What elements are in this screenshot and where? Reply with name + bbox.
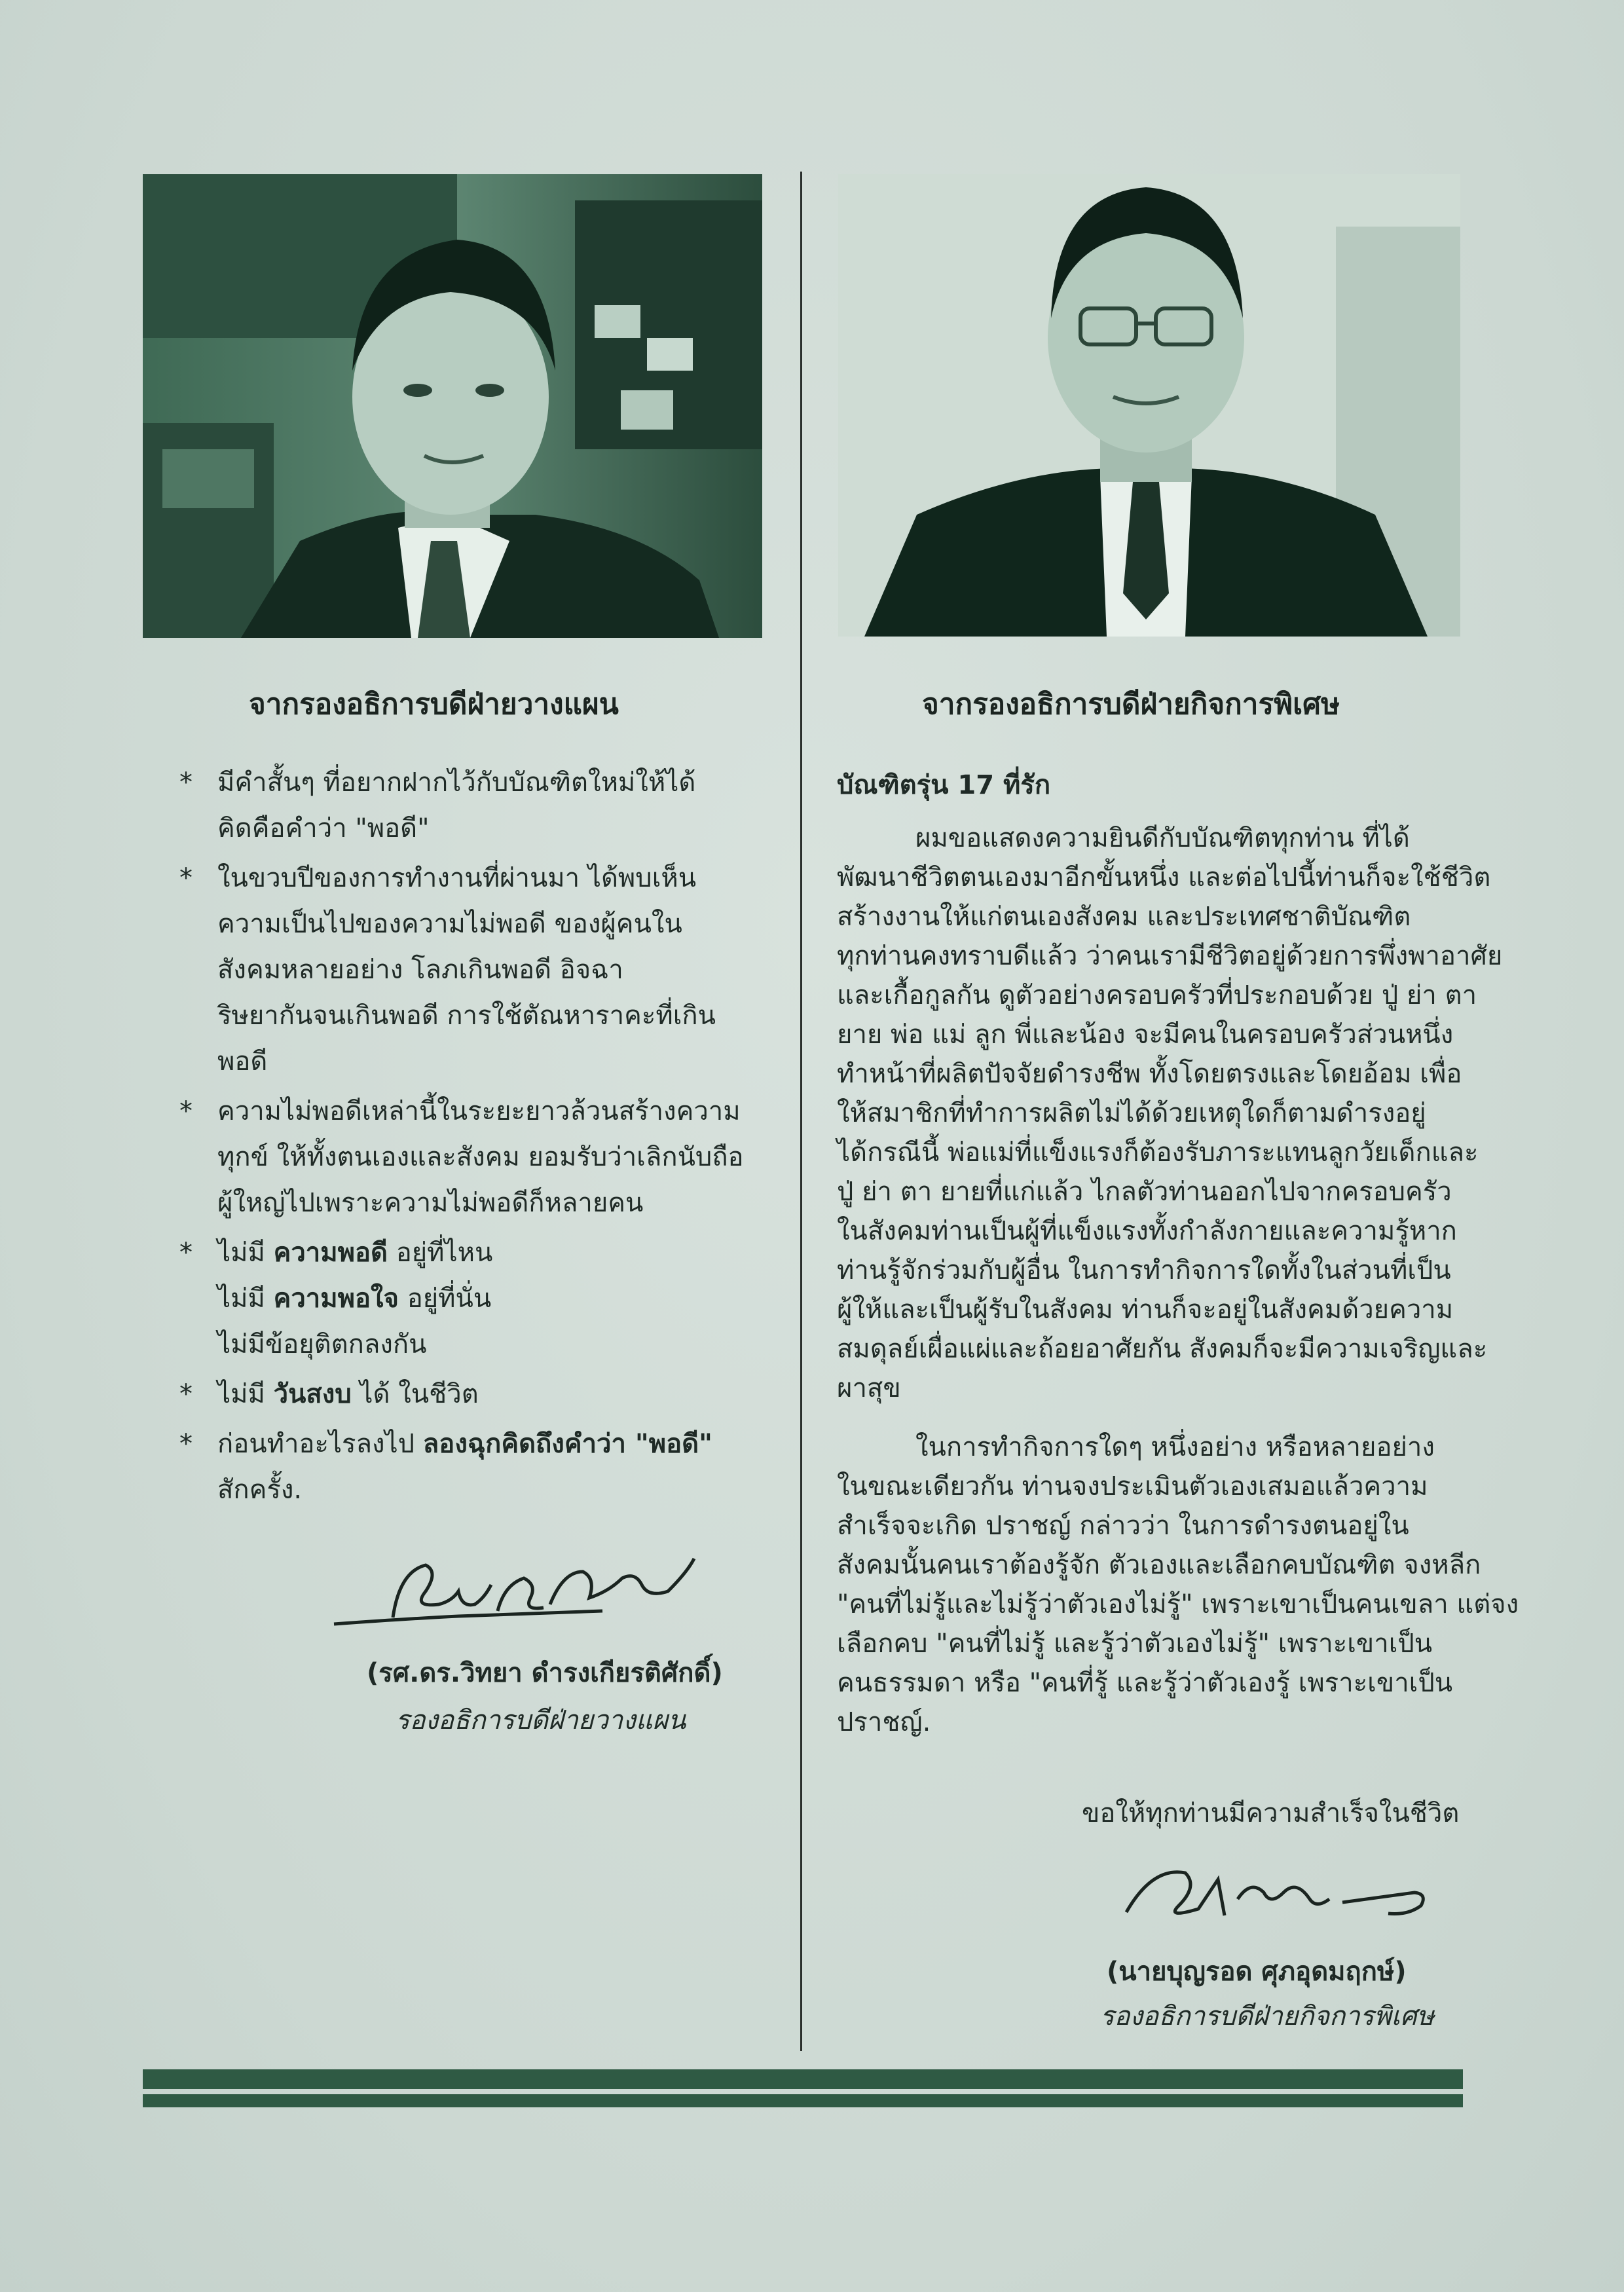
- body-line: ให้สมาชิกที่ทำการผลิตไม่ได้ด้วยเหตุใดก็ตามดำรงอยู่: [837, 1098, 1426, 1128]
- bullet-line: [217, 1371, 753, 1417]
- left-bullet-list: [177, 760, 753, 1517]
- bullet-line: [217, 1276, 753, 1322]
- bullet-item: [177, 1230, 753, 1367]
- body-line: ผู้ให้และเป็นผู้รับในสังคม ท่านก็จะอยู่ในสังคมด้วยความ: [837, 1295, 1454, 1325]
- body-line: ในขณะเดียวกัน ท่านจงประเมินตัวเองเสมอแล้วความ: [837, 1471, 1428, 1502]
- bullet-emphasis: ความพอใจ: [273, 1284, 399, 1314]
- salutation: บัณฑิตรุ่น 17 ที่รัก: [837, 770, 1051, 800]
- bullet-line: [217, 1322, 753, 1367]
- body-line: คนธรรมดา หรือ "คนที่รู้ และรู้ว่าตัวเองรู้ เพราะเขาเป็น: [837, 1668, 1453, 1698]
- footer-bar-thick: [143, 2069, 1463, 2089]
- bullet-line: พอดี: [217, 1046, 268, 1077]
- bullet-item: [177, 1371, 753, 1417]
- bullet-star-icon: *: [179, 767, 193, 798]
- bullet-line: [217, 1467, 753, 1513]
- bullet-line: ในขวบปีของการทำงานที่ผ่านมา ได้พบเห็น: [217, 863, 697, 893]
- body-line: ผาสุข: [837, 1373, 901, 1403]
- bullet-line: ผู้ใหญ่ไปเพราะความไม่พอดีก็หลายคน: [217, 1188, 644, 1218]
- body-line: ได้กรณีนี้ พ่อแม่ที่แข็งแรงก็ต้องรับภาระแทนลูกวัยเด็กและ: [837, 1137, 1479, 1168]
- body-line: ในสังคมท่านเป็นผู้ที่แข็งแรงทั้งกำลังกายและความรู้หาก: [837, 1216, 1457, 1246]
- bullet-emphasis: วันสงบ: [273, 1379, 352, 1409]
- column-divider: [800, 172, 802, 2051]
- body-line: เลือกคบ "คนที่ไม่รู้ และรู้ว่าตัวเองไม่รู้" เพราะเขาเป็น: [837, 1629, 1433, 1659]
- bullet-star-icon: *: [179, 1429, 193, 1459]
- bullet-text: ไม่มี: [217, 1238, 274, 1268]
- body-line: ทุกท่านคงทราบดีแล้ว ว่าคนเรามีชีวิตอยู่ด้วยการพึ่งพาอาศัย: [837, 941, 1503, 971]
- body-line: "คนที่ไม่รู้และไม่รู้ว่าตัวเองไม่รู้" เพราะเขาเป็นคนเขลา แต่จง: [837, 1589, 1519, 1619]
- bullet-emphasis: ลองฉุกคิดถึงคำว่า "พอดี": [422, 1429, 712, 1459]
- bullet-item: [177, 1421, 753, 1513]
- body-line: พัฒนาชีวิตตนเองมาอีกขั้นหนึ่ง และต่อไปนี้ท่านก็จะใช้ชีวิต: [837, 862, 1491, 893]
- signer-name-left: (รศ.ดร.วิทยา ดำรงเกียรติศักดิ์): [367, 1658, 723, 1688]
- left-heading: จากรองอธิการบดีฝ่ายวางแผน: [249, 688, 619, 721]
- bullet-text: ไม่มี: [217, 1284, 274, 1314]
- bullet-line: คิดคือคำว่า "พอดี": [217, 813, 430, 843]
- right-body-text: [837, 819, 1519, 1742]
- bullet-line: ความไม่พอดีเหล่านี้ในระยะยาวล้วนสร้างความ: [217, 1096, 741, 1126]
- right-heading: จากรองอธิการบดีฝ่ายกิจการพิเศษ: [922, 688, 1340, 721]
- bullet-item: [177, 760, 753, 851]
- bullet-text: สักครั้ง.: [217, 1475, 303, 1505]
- bullet-emphasis: ความพอดี: [273, 1238, 388, 1268]
- body-line: และเกื้อกูลกัน ดูตัวอย่างครอบครัวที่ประกอบด้วย ปู่ ย่า ตา: [837, 980, 1477, 1010]
- bullet-text: ไม่มี: [217, 1379, 274, 1409]
- paragraph-gap: [837, 1408, 1466, 1428]
- closing-wish: ขอให้ทุกท่านมีความสำเร็จในชีวิต: [1082, 1798, 1460, 1828]
- body-line: ในการทำกิจการใดๆ หนึ่งอย่าง หรือหลายอย่าง: [915, 1432, 1435, 1462]
- bullet-line: [217, 1421, 753, 1467]
- bullet-star-icon: *: [179, 1379, 193, 1409]
- bullet-star-icon: *: [179, 863, 193, 893]
- body-line: สังคมนั้นคนเราต้องรู้จัก ตัวเองและเลือกคบบัณฑิต จงหลีก: [837, 1550, 1481, 1580]
- body-line: ท่านรู้จักร่วมกับผู้อื่น ในการทำกิจการใดทั้งในส่วนที่เป็น: [837, 1255, 1451, 1285]
- portrait-photo-left: [143, 174, 762, 638]
- bullet-line: ริษยากันจนเกินพอดี การใช้ตัณหาราคะที่เกิน: [217, 1001, 716, 1031]
- bullet-line: มีคำสั้นๆ ที่อยากฝากไว้กับบัณฑิตใหม่ให้ได้: [217, 767, 696, 798]
- signer-name-right: (นายบุญรอด ศุภอุดมฤกษ์): [1107, 1957, 1407, 1987]
- bullet-text: ได้ ในชีวิต: [351, 1379, 479, 1409]
- portrait-photo-right: [838, 174, 1460, 637]
- bullet-line: สังคมหลายอย่าง โลภเกินพอดี อิจฉา: [217, 955, 623, 985]
- body-line: ปราชญ์.: [837, 1707, 931, 1737]
- body-line: ปู่ ย่า ตา ยายที่แก่แล้ว ไกลตัวท่านออกไปจากครอบครัว: [837, 1177, 1452, 1207]
- bullet-item: [177, 855, 753, 1084]
- body-line: ทำหน้าที่ผลิตปัจจัยดำรงชีพ ทั้งโดยตรงและโดยอ้อม เพื่อ: [837, 1059, 1462, 1089]
- footer-bar-thin: [143, 2094, 1463, 2107]
- bullet-text: อยู่ที่นั่น: [398, 1284, 492, 1314]
- bullet-text: ก่อนทำอะไรลงไป: [217, 1429, 423, 1459]
- signer-title-right: รองอธิการบดีฝ่ายกิจการพิเศษ: [1100, 2001, 1434, 2031]
- body-line: ยาย พ่อ แม่ ลูก พี่และน้อง จะมีคนในครอบครัวส่วนหนึ่ง: [837, 1020, 1454, 1050]
- body-line: สร้างงานให้แก่ตนเองสังคม และประเทศชาติบัณฑิต: [837, 902, 1411, 932]
- signature-left: [327, 1545, 707, 1637]
- bullet-line: ความเป็นไปของความไม่พอดี ของผู้คนใน: [217, 909, 682, 939]
- bullet-star-icon: *: [179, 1238, 193, 1268]
- body-line: สมดุลย์เผื่อแผ่และถ้อยอาศัยกัน สังคมก็จะมีความเจริญและ: [837, 1334, 1488, 1364]
- bullet-star-icon: *: [179, 1096, 193, 1126]
- bullet-line: ทุกข์ ให้ทั้งตนเองและสังคม ยอมรับว่าเลิกนับถือ: [217, 1142, 744, 1172]
- body-line: ผมขอแสดงความยินดีกับบัณฑิตทุกท่าน ที่ได้: [915, 823, 1410, 853]
- bullet-line: [217, 1230, 753, 1276]
- bullet-item: [177, 1088, 753, 1226]
- signature-right: [1113, 1853, 1441, 1932]
- bullet-text: ไม่มีข้อยุติตกลงกัน: [217, 1329, 427, 1359]
- body-line: สำเร็จจะเกิด ปราชญ์ กล่าวว่า ในการดำรงตนอยู่ใน: [837, 1511, 1409, 1541]
- bullet-text: อยู่ที่ไหน: [388, 1238, 493, 1268]
- signer-title-left: รองอธิการบดีฝ่ายวางแผน: [396, 1705, 686, 1735]
